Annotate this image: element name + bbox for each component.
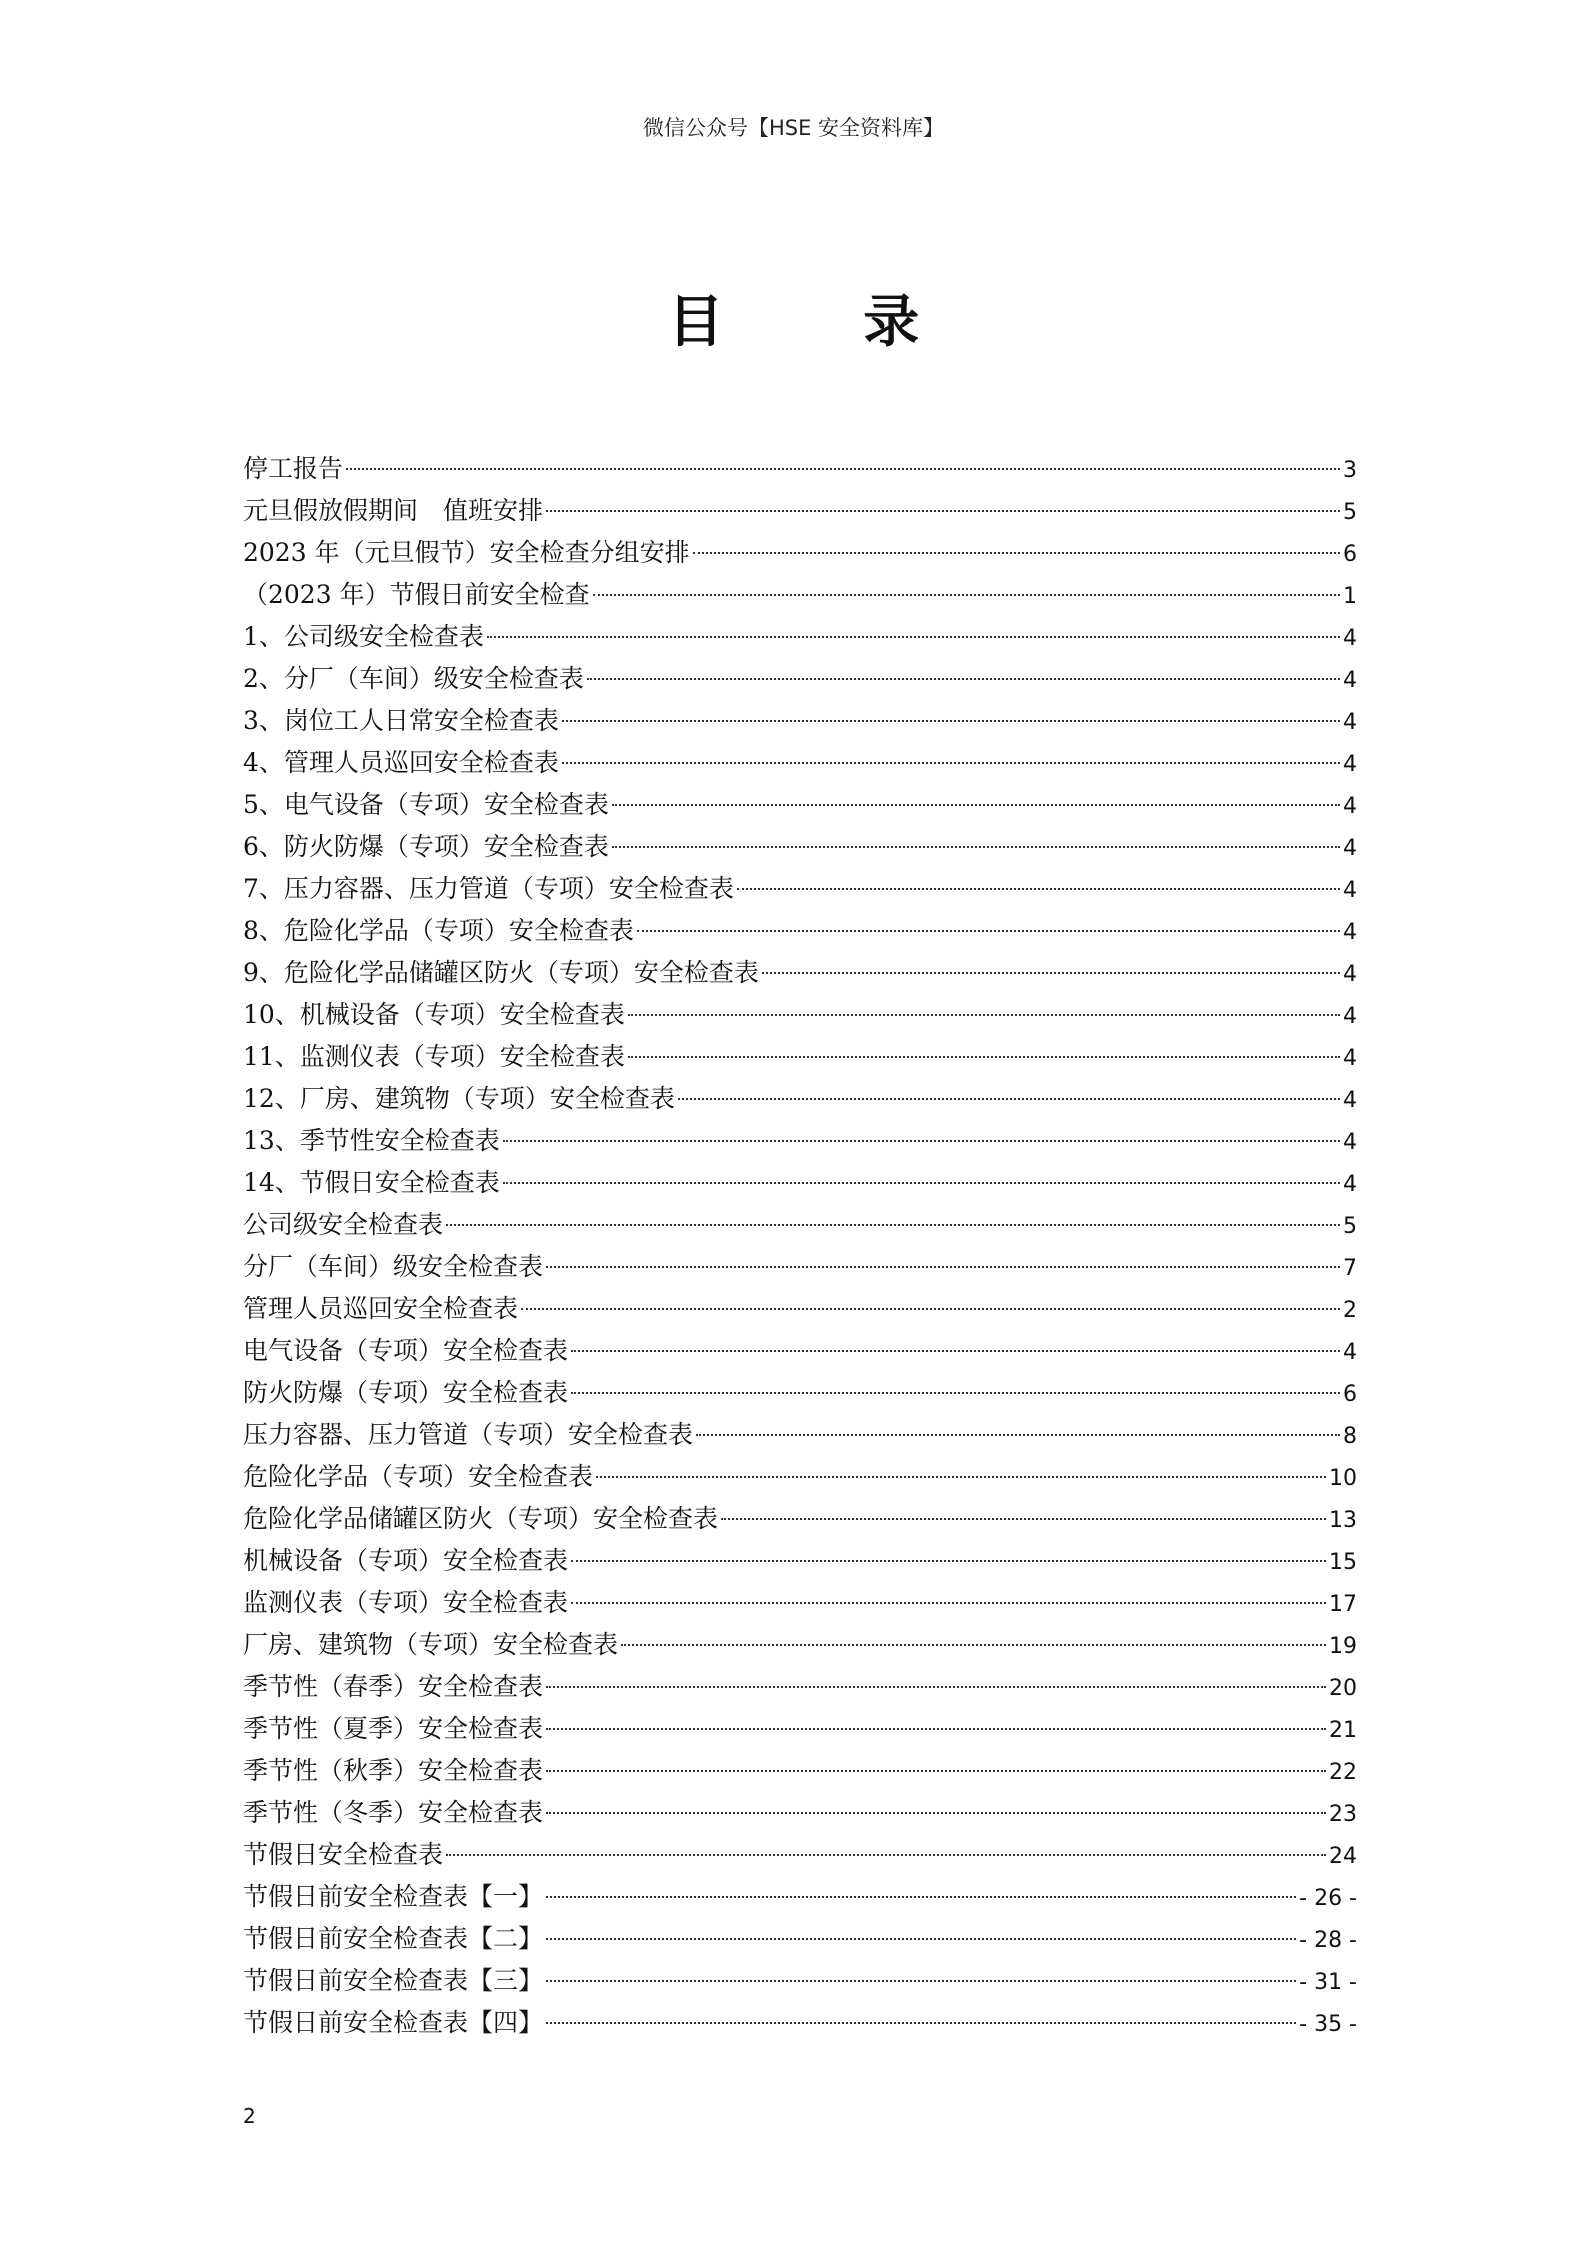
toc-entry[interactable] xyxy=(243,574,1357,616)
toc-entry-page-number: 10 xyxy=(1329,1466,1357,1491)
toc-entry-page-number: 4 xyxy=(1343,794,1357,819)
toc-entry-label: 监测仪表（专项）安全检查表 xyxy=(243,1588,569,1617)
toc-entry[interactable] xyxy=(243,490,1357,532)
toc-entry-page-number: 4 xyxy=(1343,962,1357,987)
toc-entry[interactable] xyxy=(243,1414,1357,1456)
toc-dot-leader xyxy=(546,1728,1326,1730)
toc-entry[interactable] xyxy=(243,1120,1357,1162)
toc-entry[interactable] xyxy=(243,1456,1357,1498)
toc-dot-leader xyxy=(696,1434,1340,1436)
toc-entry-label: 2023 年（元旦假节）安全检查分组安排 xyxy=(243,538,690,567)
toc-dot-leader xyxy=(678,1098,1340,1100)
toc-entry-label: 2、分厂（车间）级安全检查表 xyxy=(243,664,584,693)
toc-dot-leader xyxy=(546,2022,1296,2024)
toc-dot-leader xyxy=(596,1476,1326,1478)
toc-entry-page-number: 13 xyxy=(1329,1508,1357,1533)
toc-entry[interactable] xyxy=(243,1036,1357,1078)
toc-entry[interactable] xyxy=(243,1918,1357,1960)
toc-entry-label: 13、季节性安全检查表 xyxy=(243,1126,500,1155)
toc-entry-label: 6、防火防爆（专项）安全检查表 xyxy=(243,832,609,861)
toc-entry[interactable] xyxy=(243,1834,1357,1876)
toc-entry-label: 机械设备（专项）安全检查表 xyxy=(243,1546,569,1575)
toc-entry-page-number: 19 xyxy=(1329,1634,1357,1659)
toc-entry-page-number: 4 xyxy=(1343,668,1357,693)
toc-entry-label: 节假日前安全检查表【四】 xyxy=(243,2008,544,2037)
toc-entry-label: 节假日前安全检查表【一】 xyxy=(243,1882,544,1911)
toc-entry[interactable] xyxy=(243,1330,1357,1372)
toc-entry[interactable] xyxy=(243,658,1357,700)
toc-entry-label: 管理人员巡回安全检查表 xyxy=(243,1294,519,1323)
toc-entry[interactable] xyxy=(243,1498,1357,1540)
toc-entry-page-number: 4 xyxy=(1343,1340,1357,1365)
toc-entry-label: （2023 年）节假日前安全检查 xyxy=(243,580,590,609)
toc-dot-leader xyxy=(637,930,1340,932)
toc-dot-leader xyxy=(546,1266,1340,1268)
toc-entry-page-number: 8 xyxy=(1343,1424,1357,1449)
toc-dot-leader xyxy=(446,1854,1326,1856)
toc-entry[interactable] xyxy=(243,910,1357,952)
toc-dot-leader xyxy=(737,888,1340,890)
toc-entry-page-number: 4 xyxy=(1343,836,1357,861)
toc-entry-page-number: 7 xyxy=(1343,1256,1357,1281)
toc-entry-page-number: 17 xyxy=(1329,1592,1357,1617)
toc-dot-leader xyxy=(446,1224,1340,1226)
toc-dot-leader xyxy=(562,762,1340,764)
toc-entry-page-number: 4 xyxy=(1343,920,1357,945)
toc-entry-page-number: 24 xyxy=(1329,1844,1357,1869)
toc-dot-leader xyxy=(487,636,1340,638)
toc-entry-label: 防火防爆（专项）安全检查表 xyxy=(243,1378,569,1407)
toc-entry-label: 季节性（春季）安全检查表 xyxy=(243,1672,544,1701)
toc-dot-leader xyxy=(762,972,1340,974)
toc-dot-leader xyxy=(628,1056,1340,1058)
table-of-contents xyxy=(243,448,1357,2044)
toc-dot-leader xyxy=(628,1014,1340,1016)
toc-entry[interactable] xyxy=(243,1246,1357,1288)
toc-entry[interactable] xyxy=(243,1792,1357,1834)
toc-entry-label: 1、公司级安全检查表 xyxy=(243,622,484,651)
toc-entry-page-number: 4 xyxy=(1343,878,1357,903)
toc-entry-label: 危险化学品（专项）安全检查表 xyxy=(243,1462,594,1491)
toc-entry-label: 节假日前安全检查表【二】 xyxy=(243,1924,544,1953)
toc-dot-leader xyxy=(693,552,1340,554)
toc-entry-page-number: 4 xyxy=(1343,752,1357,777)
toc-entry[interactable] xyxy=(243,784,1357,826)
toc-dot-leader xyxy=(612,846,1340,848)
toc-entry-label: 12、厂房、建筑物（专项）安全检查表 xyxy=(243,1084,675,1113)
toc-entry[interactable] xyxy=(243,2002,1357,2044)
toc-entry-page-number: 4 xyxy=(1343,1046,1357,1071)
toc-entry-page-number: 6 xyxy=(1343,542,1357,567)
toc-entry-label: 停工报告 xyxy=(243,454,344,483)
toc-entry-label: 分厂（车间）级安全检查表 xyxy=(243,1252,544,1281)
toc-entry-page-number: 4 xyxy=(1343,1088,1357,1113)
toc-dot-leader xyxy=(587,678,1340,680)
toc-dot-leader xyxy=(503,1182,1340,1184)
toc-entry-page-number: - 35 - xyxy=(1299,2012,1357,2037)
toc-entry-label: 7、压力容器、压力管道（专项）安全检查表 xyxy=(243,874,734,903)
toc-entry[interactable] xyxy=(243,616,1357,658)
toc-entry-label: 10、机械设备（专项）安全检查表 xyxy=(243,1000,625,1029)
toc-entry[interactable] xyxy=(243,994,1357,1036)
toc-dot-leader xyxy=(546,1938,1296,1940)
toc-entry-label: 11、监测仪表（专项）安全检查表 xyxy=(243,1042,625,1071)
toc-entry-page-number: - 26 - xyxy=(1299,1886,1357,1911)
toc-entry-page-number: 4 xyxy=(1343,1130,1357,1155)
page-title: 目 录 xyxy=(667,289,980,355)
toc-entry-label: 节假日安全检查表 xyxy=(243,1840,444,1869)
toc-entry-label: 9、危险化学品储罐区防火（专项）安全检查表 xyxy=(243,958,759,987)
toc-entry-label: 3、岗位工人日常安全检查表 xyxy=(243,706,559,735)
toc-dot-leader xyxy=(546,1812,1326,1814)
toc-dot-leader xyxy=(546,1686,1326,1688)
toc-dot-leader xyxy=(721,1518,1326,1520)
toc-dot-leader xyxy=(546,1980,1296,1982)
toc-entry[interactable] xyxy=(243,952,1357,994)
toc-entry[interactable] xyxy=(243,868,1357,910)
toc-entry-page-number: 5 xyxy=(1343,500,1357,525)
toc-dot-leader xyxy=(571,1560,1326,1562)
toc-entry[interactable] xyxy=(243,1078,1357,1120)
toc-entry-page-number: 21 xyxy=(1329,1718,1357,1743)
toc-entry[interactable] xyxy=(243,1582,1357,1624)
toc-dot-leader xyxy=(346,468,1340,470)
toc-entry[interactable] xyxy=(243,1876,1357,1918)
toc-entry-page-number: 3 xyxy=(1343,458,1357,483)
toc-dot-leader xyxy=(562,720,1340,722)
toc-dot-leader xyxy=(593,594,1340,596)
toc-entry-label: 危险化学品储罐区防火（专项）安全检查表 xyxy=(243,1504,719,1533)
toc-entry-page-number: 4 xyxy=(1343,626,1357,651)
toc-dot-leader xyxy=(571,1392,1340,1394)
toc-entry[interactable] xyxy=(243,742,1357,784)
toc-entry-page-number: 22 xyxy=(1329,1760,1357,1785)
toc-entry-label: 季节性（夏季）安全检查表 xyxy=(243,1714,544,1743)
toc-entry[interactable] xyxy=(243,700,1357,742)
toc-entry[interactable] xyxy=(243,1204,1357,1246)
toc-entry[interactable] xyxy=(243,448,1357,490)
toc-entry-page-number: 4 xyxy=(1343,1172,1357,1197)
toc-entry-page-number: 1 xyxy=(1343,584,1357,609)
toc-entry-page-number: 6 xyxy=(1343,1382,1357,1407)
toc-entry-page-number: 5 xyxy=(1343,1214,1357,1239)
toc-entry[interactable] xyxy=(243,1372,1357,1414)
toc-entry[interactable] xyxy=(243,1708,1357,1750)
toc-entry-page-number: 15 xyxy=(1329,1550,1357,1575)
toc-dot-leader xyxy=(546,1770,1326,1772)
toc-dot-leader xyxy=(612,804,1340,806)
toc-entry-label: 压力容器、压力管道（专项）安全检查表 xyxy=(243,1420,694,1449)
toc-dot-leader xyxy=(521,1308,1340,1310)
toc-entry-label: 元旦假放假期间 值班安排 xyxy=(243,496,544,525)
footer-page-number: 2 xyxy=(243,2104,256,2128)
toc-entry-page-number: - 31 - xyxy=(1299,1970,1357,1995)
toc-dot-leader xyxy=(546,510,1340,512)
toc-entry[interactable] xyxy=(243,1666,1357,1708)
page-header: 微信公众号【HSE 安全资料库】 xyxy=(642,116,945,140)
toc-entry[interactable] xyxy=(243,532,1357,574)
toc-entry[interactable] xyxy=(243,1162,1357,1204)
toc-entry[interactable] xyxy=(243,826,1357,868)
toc-dot-leader xyxy=(546,1896,1296,1898)
toc-entry-page-number: 4 xyxy=(1343,710,1357,735)
toc-entry-label: 5、电气设备（专项）安全检查表 xyxy=(243,790,609,819)
toc-entry-label: 电气设备（专项）安全检查表 xyxy=(243,1336,569,1365)
toc-dot-leader xyxy=(503,1140,1340,1142)
toc-entry-label: 季节性（秋季）安全检查表 xyxy=(243,1756,544,1785)
toc-entry[interactable] xyxy=(243,1540,1357,1582)
toc-entry[interactable] xyxy=(243,1750,1357,1792)
toc-entry-label: 8、危险化学品（专项）安全检查表 xyxy=(243,916,634,945)
toc-dot-leader xyxy=(571,1602,1326,1604)
toc-dot-leader xyxy=(571,1350,1340,1352)
toc-entry-label: 公司级安全检查表 xyxy=(243,1210,444,1239)
toc-entry-label: 季节性（冬季）安全检查表 xyxy=(243,1798,544,1827)
toc-entry-page-number: 2 xyxy=(1343,1298,1357,1323)
toc-entry-label: 厂房、建筑物（专项）安全检查表 xyxy=(243,1630,619,1659)
toc-entry[interactable] xyxy=(243,1624,1357,1666)
toc-entry-page-number: 23 xyxy=(1329,1802,1357,1827)
toc-entry-label: 节假日前安全检查表【三】 xyxy=(243,1966,544,1995)
toc-entry-page-number: 4 xyxy=(1343,1004,1357,1029)
toc-entry-page-number: 20 xyxy=(1329,1676,1357,1701)
toc-entry-label: 14、节假日安全检查表 xyxy=(243,1168,500,1197)
toc-entry[interactable] xyxy=(243,1288,1357,1330)
toc-entry-page-number: - 28 - xyxy=(1299,1928,1357,1953)
toc-dot-leader xyxy=(621,1644,1326,1646)
toc-entry[interactable] xyxy=(243,1960,1357,2002)
toc-entry-label: 4、管理人员巡回安全检查表 xyxy=(243,748,559,777)
